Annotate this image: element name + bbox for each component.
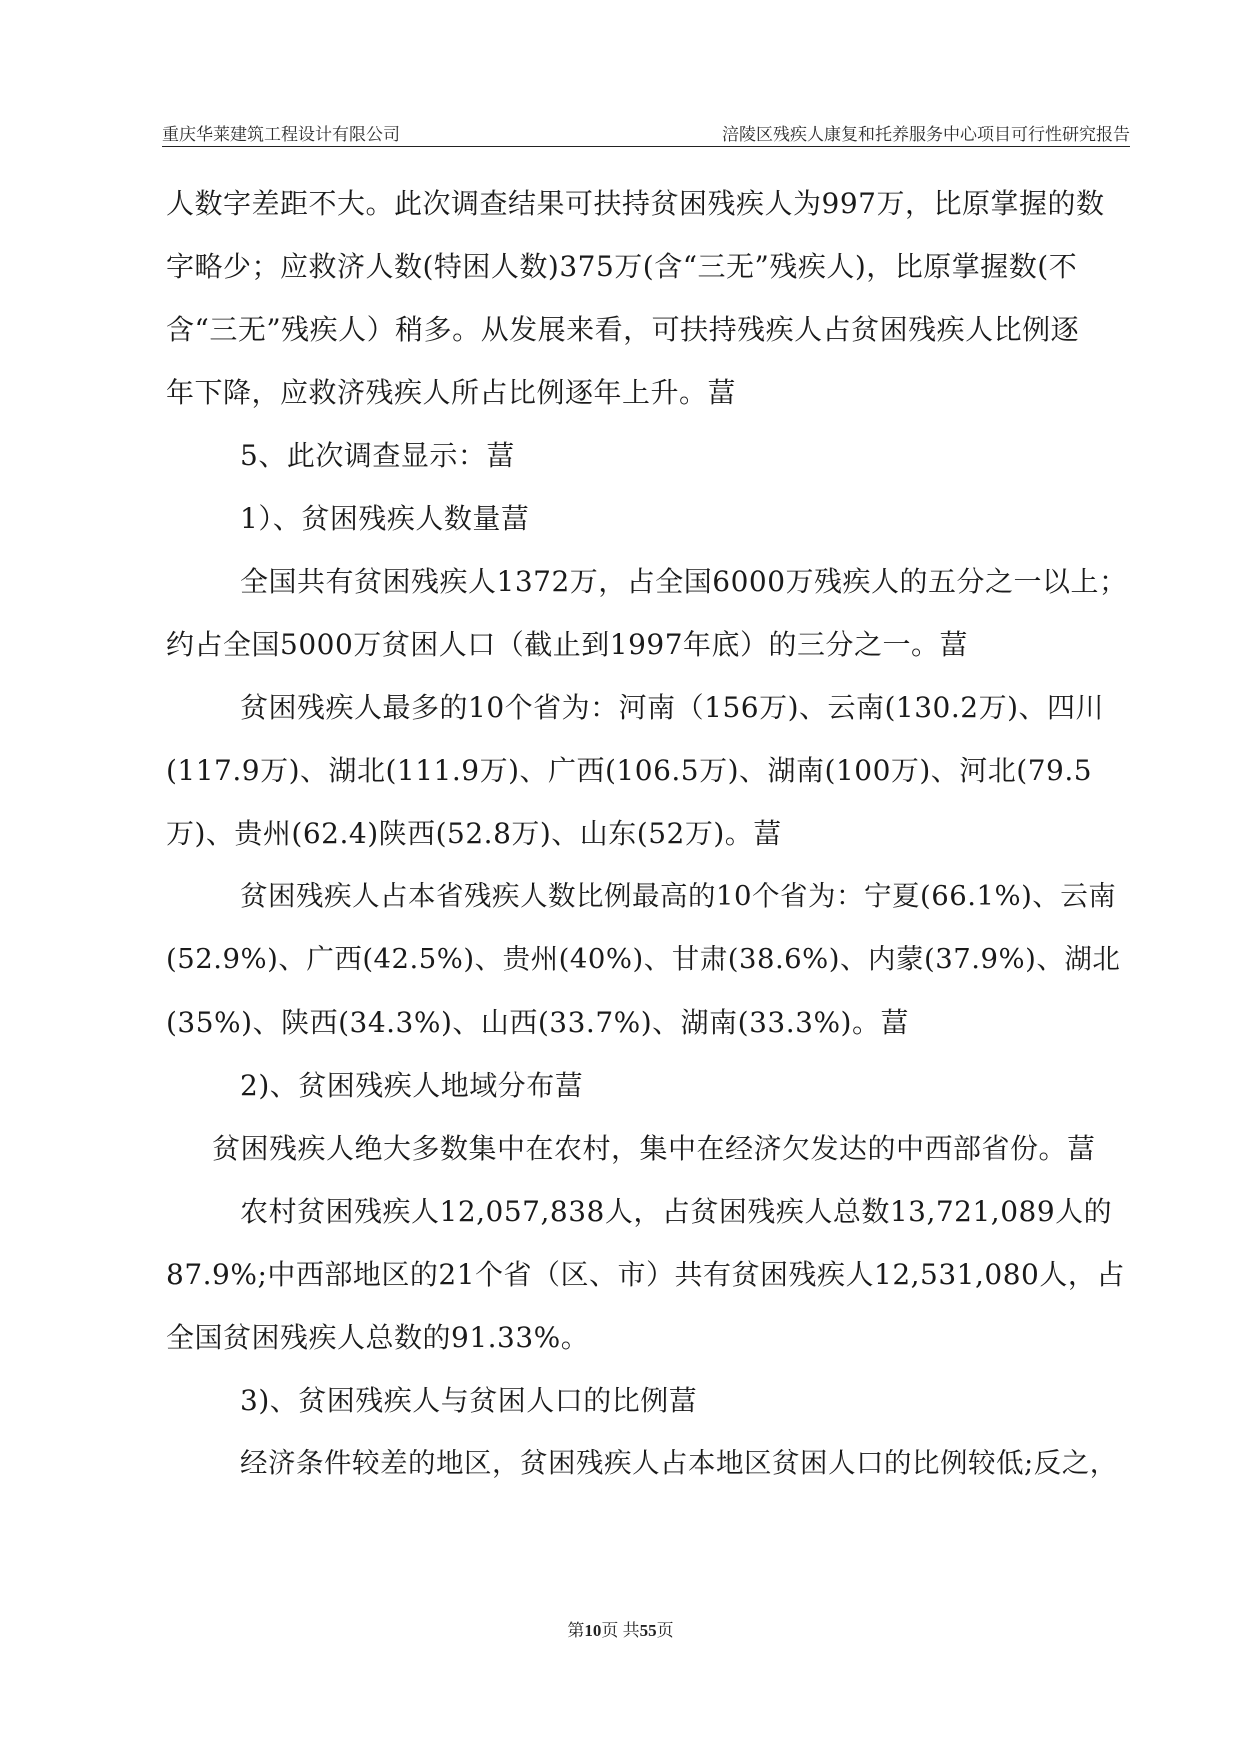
paragraph-line: 贫困残疾人最多的10个省为：河南（156万)、云南(130.2万)、四川 (240, 691, 1105, 724)
paragraph-line: 贫困残疾人占本省残疾人数比例最高的10个省为：宁夏(66.1%)、云南 (240, 880, 1117, 912)
paragraph-line: (35%)、陕西(34.3%)、山西(33.7%)、湖南(33.3%)。葍 (166, 1006, 909, 1039)
paragraph-line: 经济条件较差的地区，贫困残疾人占本地区贫困人口的比例较低;反之， (240, 1447, 1118, 1479)
page-number-mid: 页 共 (601, 1621, 640, 1640)
paragraph-line: 万)、贵州(62.4)陕西(52.8万)、山东(52万)。葍 (166, 817, 782, 850)
paragraph-line: 全国贫困残疾人总数的91.33%。 (166, 1321, 590, 1354)
page-number-suffix: 页 (656, 1621, 674, 1640)
paragraph-line: 约占全国5000万贫困人口（截止到1997年底）的三分之一。葍 (166, 628, 969, 661)
paragraph-line: 人数字差距不大。此次调查结果可扶持贫困残疾人为997万，比原掌握的数 (166, 187, 1105, 220)
paragraph-line: 87.9%;中西部地区的21个省（区、市）共有贫困残疾人12,531,080人，占 (166, 1258, 1125, 1291)
report-title: 涪陵区残疾人康复和托养服务中心项目可行性研究报告 (722, 125, 1130, 145)
company-name: 重庆华莱建筑工程设计有限公司 (162, 125, 400, 145)
current-page-number: 10 (584, 1621, 602, 1640)
paragraph-line: 全国共有贫困残疾人1372万，占全国6000万残疾人的五分之一以上； (240, 565, 1128, 598)
paragraph-line: 农村贫困残疾人12,057,838人，占贫困残疾人总数13,721,089人的 (240, 1195, 1113, 1228)
page-header (162, 118, 1130, 147)
page-footer (0, 1616, 1241, 1641)
paragraph-line: (52.9%)、广西(42.5%)、贵州(40%)、甘肃(38.6%)、内蒙(37.9%)、湖北 (166, 943, 1121, 975)
page-number-prefix: 第 (567, 1621, 585, 1640)
subsection-heading: 3)、贫困残疾人与贫困人口的比例葍 (240, 1384, 698, 1417)
paragraph-line: 含“三无”残疾人）稍多。从发展来看，可扶持残疾人占贫困残疾人比例逐 (166, 313, 1080, 346)
total-page-count: 55 (639, 1621, 657, 1640)
document-body (166, 172, 1128, 1495)
paragraph-line: (117.9万)、湖北(111.9万)、广西(106.5万)、湖南(100万)、河北(79.5 (166, 754, 1093, 787)
paragraph-line: 贫困残疾人绝大多数集中在农村，集中在经济欠发达的中西部省份。葍 (212, 1132, 1096, 1165)
paragraph-line: 年下降，应救济残疾人所占比例逐年上升。葍 (166, 376, 737, 409)
section-heading: 5、此次调查显示：葍 (240, 439, 515, 472)
subsection-heading: 2)、贫困残疾人地域分布葍 (240, 1069, 584, 1102)
paragraph-line: 字略少；应救济人数(特困人数)375万(含“三无”残疾人)，比原掌握数(不 (166, 250, 1078, 283)
subsection-heading: 1）、贫困残疾人数量葍 (240, 502, 530, 535)
